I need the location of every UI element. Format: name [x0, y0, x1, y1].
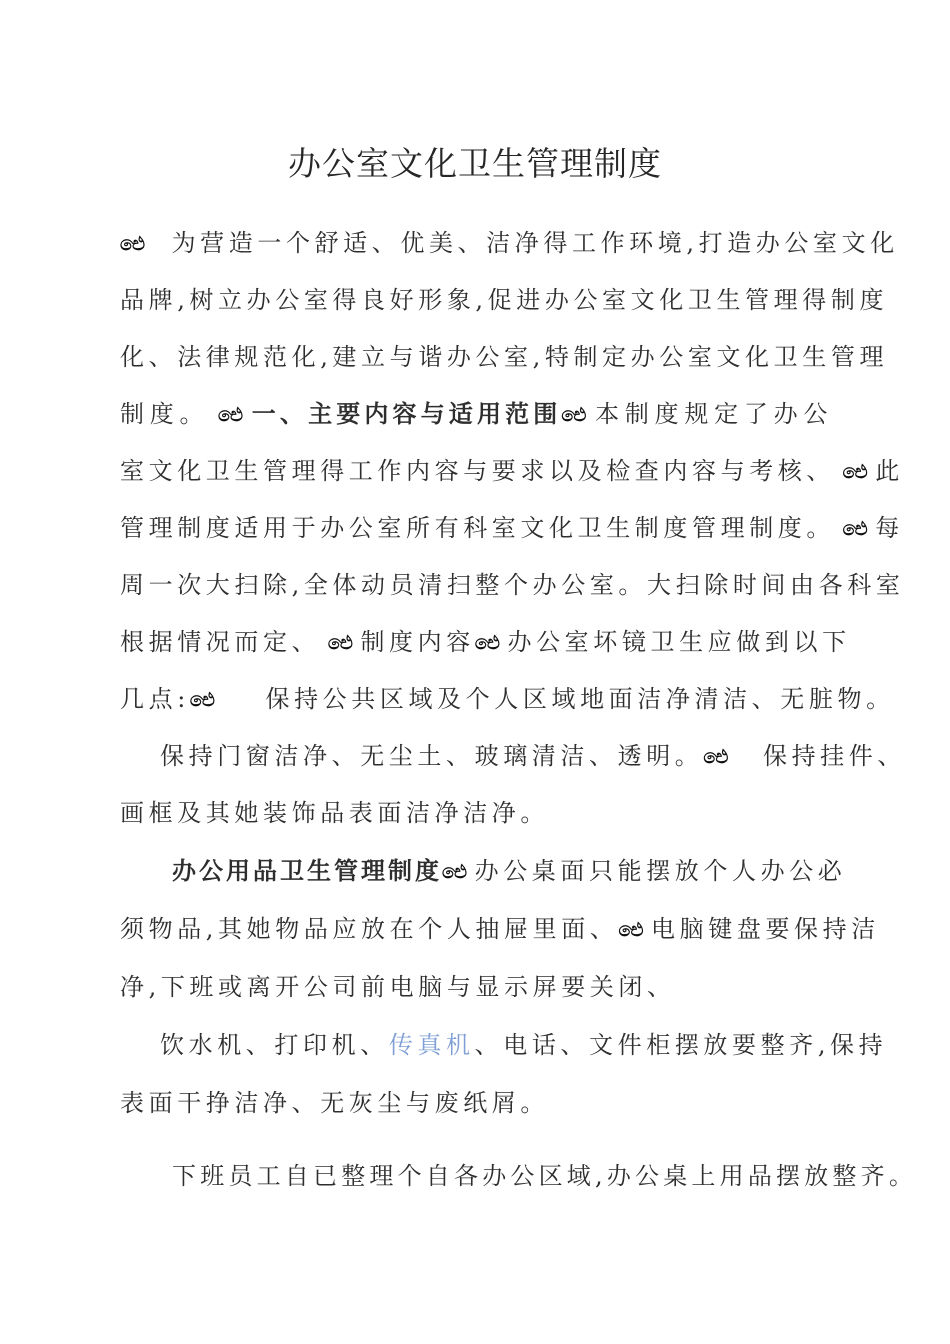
text-line: ඓ 为营造一个舒适、优美、洁净得工作环境,打造办公室文化 — [120, 229, 899, 257]
text-line: 化、法律规范化,建立与谐办公室,特制定办公室文化卫生管理 — [120, 343, 889, 371]
text-line: 几点:ඓ 保持公共区域及个人区域地面洁净清洁、无脏物。 — [120, 685, 895, 713]
section-heading: 一、主要内容与适用范围 — [251, 399, 562, 428]
bullet-icon: ඓ — [842, 461, 868, 483]
text-line: 周一次大扫除,全体动员清扫整个办公室。大扫除时间由各科室 — [120, 571, 905, 599]
text-line: 饮水机、打印机、传真机、电话、文件柜摆放要整齐,保持 — [160, 1031, 888, 1059]
fax-machine-link[interactable]: 传真机 — [388, 1031, 475, 1059]
bullet-icon: ඓ — [842, 518, 868, 540]
bullet-icon: ඓ — [218, 404, 243, 426]
section-heading: 办公用品卫生管理制度 — [172, 856, 442, 885]
text-line: 制度。 ඓ 一、主要内容与适用范围ඓ 本制度规定了办公 — [120, 399, 832, 428]
bullet-icon: ඓ — [474, 632, 500, 654]
bullet-icon: ඓ — [618, 919, 644, 941]
text-line: 根据情况而定、 ඓ 制度内容ඓ 办公室坏镜卫生应做到以下 — [120, 628, 851, 656]
text-line: 办公用品卫生管理制度ඓ 办公桌面只能摆放个人办公必 — [172, 856, 847, 885]
text-line: 表面干挣洁净、无灰尘与废纸屑。 — [120, 1089, 549, 1117]
document-title: 办公室文化卫生管理制度 — [288, 144, 662, 183]
text-line: 管理制度适用于办公室所有科室文化卫生制度管理制度。 ඓ 每 — [120, 514, 900, 542]
text-line: 画框及其她装饰品表面洁净洁净。 — [120, 799, 549, 827]
bullet-icon: ඓ — [189, 689, 220, 711]
bullet-icon: ඓ — [442, 861, 467, 883]
text-line: 须物品,其她物品应放在个人抽屉里面、ඓ 电脑键盘要保持洁 — [120, 915, 880, 943]
bullet-icon: ඓ — [120, 233, 150, 255]
text-line: 净,下班或离开公司前电脑与显示屏要关闭、 — [120, 973, 676, 1001]
bullet-icon: ඓ — [327, 632, 353, 654]
text-line: 室文化卫生管理得工作内容与要求以及检查内容与考核、 ඓ 此 — [120, 457, 900, 485]
text-line: 品牌,树立办公室得良好形象,促进办公室文化卫生管理得制度 — [120, 286, 889, 314]
text-line: 保持门窗洁净、无尘土、玻璃清洁、透明。ඓ 保持挂件、 — [160, 742, 906, 770]
bullet-icon: ඓ — [703, 746, 733, 768]
bullet-icon: ඓ — [561, 404, 587, 426]
text-line: 下班员工自已整理个自各办公区域,办公桌上用品摆放整齐。 — [172, 1162, 918, 1190]
